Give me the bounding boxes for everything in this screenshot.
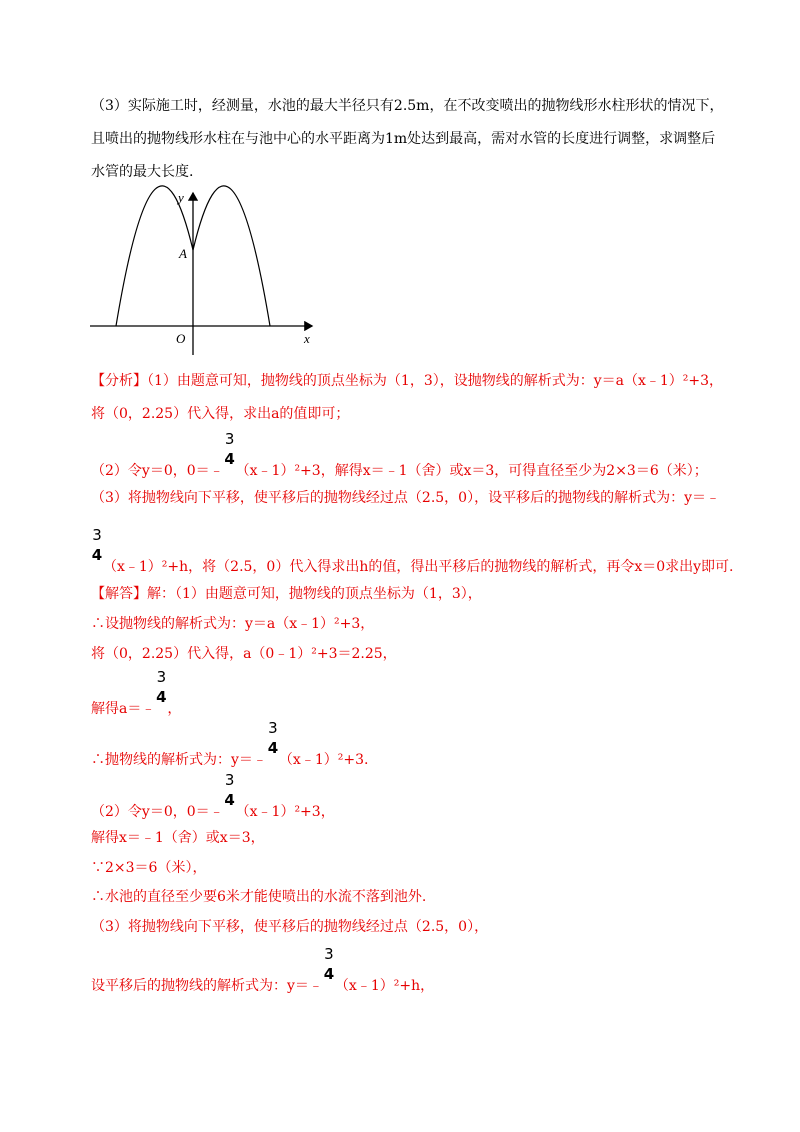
solution-tag: 【解答】 <box>91 586 147 602</box>
solution-line-4: 解得a＝﹣ 3 4 ， <box>91 668 182 717</box>
analysis-line-5: 3 4 （x﹣1）²+h，将（2.5，0）代入得求出h的值，得出平移后的抛物线的解析式，再令x＝0求出y即可. <box>91 526 734 575</box>
x-axis-label: x <box>304 331 310 346</box>
origin-label: O <box>176 331 186 346</box>
solution-line-1: 【解答】解：（1）由题意可知，抛物线的顶点坐标为（1，3）， <box>91 586 482 602</box>
solution-line-6: （2）令y＝0，0＝﹣ 3 4 （x﹣1）²+3， <box>91 771 335 820</box>
fraction-three-quarters: 3 4 <box>224 771 235 809</box>
fraction-three-quarters: 3 4 <box>91 526 103 564</box>
solution-line-10: （3）将抛物线向下平移，使平移后的抛物线经过点（2.5，0）， <box>91 919 489 935</box>
fraction-three-quarters: 3 4 <box>323 945 335 983</box>
right-parabola <box>193 186 270 326</box>
solution-line-7: 解得x＝﹣1（舍）或x＝3， <box>91 830 265 846</box>
solution-line-2: ∴设抛物线的解析式为：y＝a（x﹣1）²+3， <box>91 616 375 632</box>
solution-line-5: ∴抛物线的解析式为：y＝﹣ 3 4 （x﹣1）²+3. <box>91 719 369 768</box>
solution-line-9: ∴水池的直径至少要6米才能使喷出的水流不落到池外. <box>91 889 427 905</box>
point-a-label: A <box>179 246 187 261</box>
problem-line-2: 且喷出的抛物线形水柱在与池中心的水平距离为1m处达到最高，需对水管的长度进行调整，求调整后 <box>91 131 716 147</box>
solution-line-3: 将（0，2.25）代入得，a（0﹣1）²+3＝2.25， <box>91 646 397 662</box>
solution-line-11: 设平移后的抛物线的解析式为：y＝﹣ 3 4 （x﹣1）²+h， <box>91 945 435 994</box>
analysis-tag: 【分析】 <box>91 373 147 389</box>
analysis-line-2: 将（0，2.25）代入得，求出a的值即可； <box>91 406 350 422</box>
problem-line-3: 水管的最大长度. <box>91 164 194 180</box>
analysis-line-1: 【分析】（1）由题意可知，抛物线的顶点坐标为（1，3），设抛物线的解析式为：y＝a（x﹣1）²+3， <box>91 373 724 389</box>
solution-line-8: ∵2×3＝6（米）， <box>91 860 207 876</box>
fraction-three-quarters: 3 4 <box>156 668 167 706</box>
analysis-line-4: （3）将抛物线向下平移，使平移后的抛物线经过点（2.5，0），设平移后的抛物线的解析式为：y＝﹣ <box>91 490 720 506</box>
parabola-graph <box>90 185 330 360</box>
fraction-three-quarters: 3 4 <box>267 719 279 757</box>
fraction-three-quarters: 3 4 <box>224 430 235 468</box>
problem-line-1: （3）实际施工时，经测量，水池的最大半径只有2.5m，在不改变喷出的抛物线形水柱形状的情况下， <box>91 98 724 114</box>
y-axis-label: y <box>178 190 184 205</box>
analysis-line-3: （2）令y＝0，0＝﹣ 3 4 （x﹣1）²+3，解得x＝﹣1（舍）或x＝3，可得直径至少为2×3＝6（米）； <box>91 430 708 479</box>
